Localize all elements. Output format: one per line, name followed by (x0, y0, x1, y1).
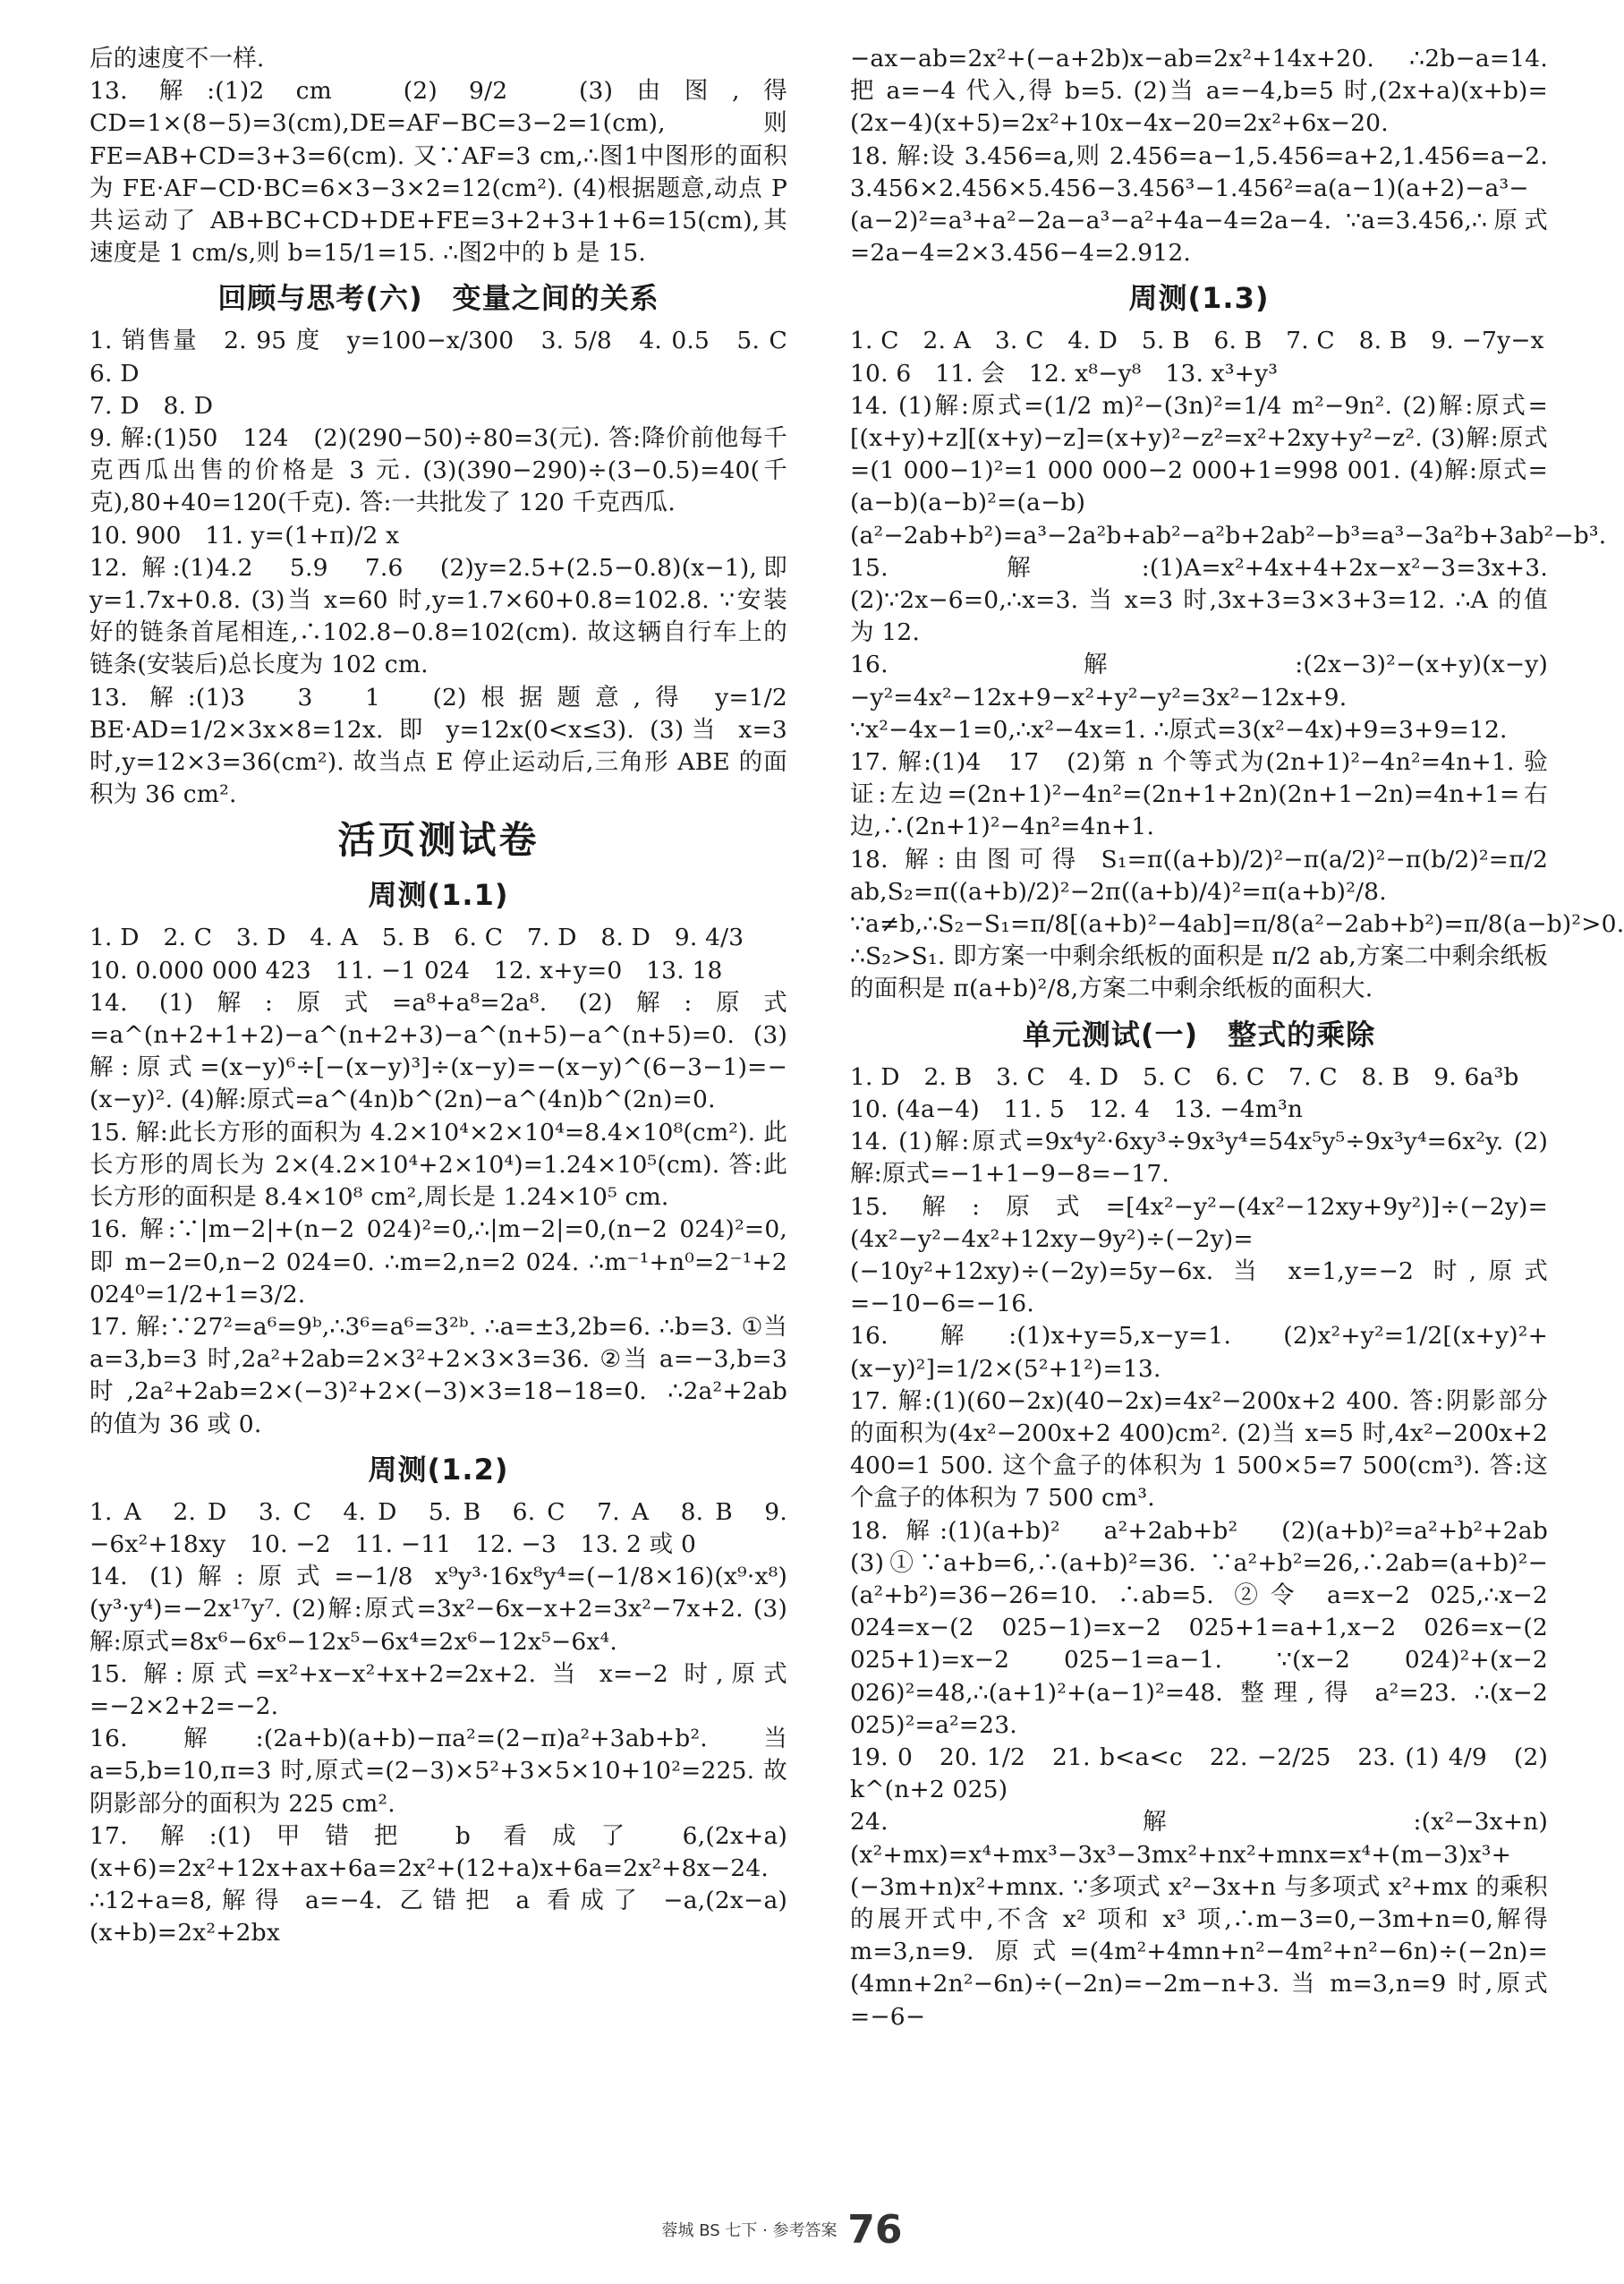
answer-block: 15. 解:(1)A=x²+4x+4+2x−x²−3=3x+3. (2)∵2x−6=0,∴x=3. 当 x=3 时,3x+3=3×3+3=12. ∴A 的值为 12. (850, 553, 1548, 647)
page-footer (0, 2207, 1564, 2253)
answer-block: 7. D 8. D (89, 391, 214, 420)
answer-block: 17. 解:(1)(60−2x)(40−2x)=4x²−200x+2 400. 答:阴影部分的面积为(4x²−200x+2 400)cm². (2)当 x=5 时,4x²−200x+2 400=1 500. 这个盒子的体积为 1 500×5=7 500(cm³). 答:这个盒子的体积为 7 500 cm³. (850, 1386, 1548, 1513)
left-column (89, 43, 812, 1950)
answer-block: 1. D 2. C 3. D 4. A 5. B 6. C 7. D 8. D 9. 4/3 (89, 924, 744, 952)
answer-block: 10. 900 11. y=(1+π)/2 x (89, 521, 400, 550)
answer-block: 10. 0.000 000 423 11. −1 024 12. x+y=0 13. 18 (89, 956, 723, 984)
answer-block: 后的速度不一样. (89, 45, 265, 72)
section-heading: 回顾与思考(六) 变量之间的关系 (217, 281, 659, 316)
answer-block: 14. (1)解:原式=(1/2 m)²−(3n)²=1/4 m²−9n². (2)解:原式=[(x+y)+z][(x+y)−z]=(x+y)²−z²=x²+2xy+y²−z². (3)解:原式=(1 000−1)²=1 000 000−2 000+1=998 001. (4)解:原式=(a−b)(a−b)²=(a−b)(a²−2ab+b²)=a³−2a²b+ab²−a²b+2ab²−b³=a³−3a²b+3ab²−b³. (850, 391, 1607, 550)
answer-block: −ax−ab=2x²+(−a+2b)x−ab=2x²+14x+20. ∴2b−a=14. 把 a=−4 代入,得 b=5. (2)当 a=−4,b=5 时,(2x+a)(x+b)=(2x−4)(x+5)=2x²+10x−4x−20=2x²+6x−20. (850, 45, 1548, 138)
section-heading: 周测(1.2) (368, 1452, 509, 1487)
answer-block: 16. 解:∵|m−2|+(n−2 024)²=0,∴|m−2|=0,(n−2 024)²=0,即 m−2=0,n−2 024=0. ∴m=2,n=2 024. ∴m⁻¹+n⁰=2⁻¹+2 024⁰=1/2+1=3/2. (89, 1215, 787, 1308)
answer-block: 16. 解:(1)x+y=5,x−y=1. (2)x²+y²=1/2[(x+y)²+(x−y)²]=1/2×(5²+1²)=13. (850, 1322, 1548, 1383)
right-column (850, 43, 1624, 2033)
footer-label: 蓉城 BS 七下 · 参考答案 (661, 2221, 838, 2240)
answer-block: 24. 解:(x²−3x+n)(x²+mx)=x⁴+mx³−3x³−3mx²+nx²+mnx=x⁴+(m−3)x³+(−3m+n)x²+mnx. ∵多项式 x²−3x+n 与多项式 x²+mx 的乘积的展开式中,不含 x² 项和 x³ 项,∴m−3=0,−3m+n=0,解得 m=3,n=9. 原式=(4m²+4mn+n²−4m²+n²−6n)÷(−2n)=(4mn+2n²−6n)÷(−2n)=−2m−n+3. 当 m=3,n=9 时,原式=−6− (850, 1808, 1548, 2031)
answer-block: 14. (1)解:原式=−1/8 x⁹y³·16x⁸y⁴=(−1/8×16)(x⁹·x⁸)(y³·y⁴)=−2x¹⁷y⁷. (2)解:原式=3x²−6x−x+2=3x²−7x+2. (3)解:原式=8x⁶−6x⁶−12x⁵−6x⁴=2x⁶−12x⁵−6x⁴. (89, 1563, 787, 1656)
answer-block: 15. 解:原式=[4x²−y²−(4x²−12xy+9y²)]÷(−2y)=(4x²−y²−4x²+12xy−9y²)÷(−2y)=(−10y²+12xy)÷(−2y)=5y−6x. 当 x=1,y=−2 时,原式=−10−6=−16. (850, 1192, 1548, 1318)
answer-block: 16. 解:(2x−3)²−(x+y)(x−y)−y²=4x²−12x+9−x²+y²−y²=3x²−12x+9. ∵x²−4x−1=0,∴x²−4x=1. ∴原式=3(x²−4x)+9=3+9=12. (850, 651, 1548, 744)
answer-block: 18. 解:由图可得 S₁=π((a+b)/2)²−π(a/2)²−π(b/2)²=π/2 ab,S₂=π((a+b)/2)²−2π((a+b)/4)²=π(a+b)²/8. ∵a≠b,∴S₂−S₁=π/8[(a+b)²−4ab]=π/8(a²−2ab+b²)=π/8(a−b)²>0. ∴S₂>S₁. 即方案一中剩余纸板的面积是 π/2 ab,方案二中剩余纸板的面积是 π(a+b)²/8,方案二中剩余纸板的面积大. (850, 845, 1624, 1003)
section-heading: 周测(1.3) (1128, 281, 1270, 316)
answer-block: 10. (4a−4) 11. 5 12. 4 13. −4m³n (850, 1095, 1304, 1123)
answer-block: 12. 解:(1)4.2 5.9 7.6 (2)y=2.5+(2.5−0.8)(x−1),即 y=1.7x+0.8. (3)当 x=60 时,y=1.7×60+0.8=102.8. ∵安装好的链条首尾相连,∴102.8−0.8=102(cm). 故这辆自行车上的链条(安装后)总长度为 102 cm. (89, 553, 787, 679)
answer-block: 14. (1)解:原式=a⁸+a⁸=2a⁸. (2)解:原式=a^(n+2+1+2)−a^(n+2+3)−a^(n+5)−a^(n+5)=0. (3)解:原式=(x−y)⁶÷[−(x−y)³]÷(x−y)=−(x−y)^(6−3−1)=−(x−y)². (4)解:原式=a^(4n)b^(2n)−a^(4n)b^(2n)=0. (89, 988, 787, 1114)
answer-block: 14. (1)解:原式=9x⁴y²·6xy³÷9x³y⁴=54x⁵y⁵÷9x³y⁴=6x²y. (2)解:原式=−1+1−9−8=−17. (850, 1128, 1548, 1189)
answer-block: 1. 销售量 2. 95 度 y=100−x/300 3. 5/8 4. 0.5 5. C 6. D (89, 327, 812, 388)
answer-block: 18. 解:(1)(a+b)² a²+2ab+b² (2)(a+b)²=a²+b²+2ab (3)①∵a+b=6,∴(a+b)²=36. ∵a²+b²=26,∴2ab=(a+b)²−(a²+b²)=36−26=10. ∴ab=5. ②令 a=x−2 025,∴x−2 024=x−(2 025−1)=x−2 025+1=a+1,x−2 026=x−(2 025+1)=x−2 025−1=a−1. ∵(x−2 024)²+(x−2 026)²=48,∴(a+1)²+(a−1)²=48. 整理,得 a²=23. ∴(x−2 025)²=a²=23. (850, 1516, 1572, 1739)
answer-block: 9. 解:(1)50 124 (2)(290−50)÷80=3(元). 答:降价前他每千克西瓜出售的价格是 3 元. (3)(390−290)÷(3−0.5)=40(千克),80+40=120(千克). 答:一共批发了 120 千克西瓜. (89, 424, 787, 517)
answer-block: 10. 6 11. 会 12. x⁸−y⁸ 13. x³+y³ (850, 359, 1279, 388)
answer-block: 15. 解:此长方形的面积为 4.2×10⁴×2×10⁴=8.4×10⁸(cm²). 此长方形的周长为 2×(4.2×10⁴+2×10⁴)=1.24×10⁵(cm). 答:此长方形的面积是 8.4×10⁸ cm²,周长是 1.24×10⁵ cm. (89, 1118, 787, 1212)
answer-block: 19. 0 20. 1/2 21. b<a<c 22. −2/25 23. (1) 4/9 (2) k^(n+2 025) (850, 1743, 1548, 1804)
part-heading: 活页测试卷 (337, 818, 540, 863)
answer-block: 17. 解:(1)4 17 (2)第 n 个等式为(2n+1)²−4n²=4n+1. 验证:左边=(2n+1)²−4n²=(2n+1+2n)(2n+1−2n)=4n+1=右边,∴(2n+1)²−4n²=4n+1. (850, 748, 1548, 841)
section-heading: 单元测试(一) 整式的乘除 (1022, 1017, 1376, 1052)
answer-block: 17. 解:(1)甲错把 b 看成了 6,(2x+a)(x+6)=2x²+12x+ax+6a=2x²+(12+a)x+6a=2x²+8x−24. ∴12+a=8,解得 a=−4. 乙错把 a 看成了 −a,(2x−a)(x+b)=2x²+2bx (89, 1821, 787, 1947)
answer-block: 17. 解:∵27²=a⁶=9ᵇ,∴3⁶=a⁶=3²ᵇ. ∴a=±3,2b=6. ∴b=3. ①当 a=3,b=3 时,2a²+2ab=2×3²+2×3×3=36. ②当 a=−3,b=3 时,2a²+2ab=2×(−3)²+2×(−3)×3=18−18=0. ∴2a²+2ab 的值为 36 或 0. (89, 1312, 787, 1438)
answer-block: 13. 解:(1)2 cm (2) 9/2 (3)由图,得 CD=1×(8−5)=3(cm),DE=AF−BC=3−2=1(cm),则 FE=AB+CD=3+3=6(cm). 又∵AF=3 cm,∴图1中图形的面积为 FE·AF−CD·BC=6×3−3×2=12(cm²). (4)根据题意,动点 P 共运动了 AB+BC+CD+DE+FE=3+2+3+1+6=15(cm),其速度是 1 cm/s,则 b=15/1=15. ∴图2中的 b 是 15. (89, 77, 787, 268)
answer-block: 16. 解:(2a+b)(a+b)−πa²=(2−π)a²+3ab+b². 当 a=5,b=10,π=3 时,原式=(2−3)×5²+3×5×10+10²=225. 故阴影部分的面积为 225 cm². (89, 1725, 787, 1818)
answer-block: 13. 解:(1)3 3 1 (2)根据题意,得 y=1/2 BE·AD=1/2×3x×8=12x. 即 y=12x(0<x≤3). (3)当 x=3 时,y=12×3=36(cm²). 故当点 E 停止运动后,三角形 ABE 的面积为 36 cm². (89, 683, 787, 809)
answer-block: 18. 解:设 3.456=a,则 2.456=a−1,5.456=a+2,1.456=a−2. 3.456×2.456×5.456−3.456³−1.456²=a(a−1)(a+2)−a³−(a−2)²=a³+a²−2a−a³−a²+4a−4=2a−4. ∵a=3.456,∴原式=2a−4=2×3.456−4=2.912. (850, 141, 1548, 268)
answer-block: 1. C 2. A 3. C 4. D 5. B 6. B 7. C 8. B 9. −7y−x (850, 327, 1544, 355)
answer-block: 15. 解:原式=x²+x−x²+x+2=2x+2. 当 x=−2 时,原式=−2×2+2=−2. (89, 1659, 787, 1720)
answer-block: 1. A 2. D 3. C 4. D 5. B 6. C 7. A 8. B 9. −6x²+18xy 10. −2 11. −11 12. −3 13. 2 或 0 (89, 1497, 787, 1558)
answer-block: 1. D 2. B 3. C 4. D 5. C 6. C 7. C 8. B 9. 6a³b (850, 1062, 1519, 1091)
section-heading: 周测(1.1) (368, 878, 509, 913)
page-number: 76 (847, 2207, 903, 2253)
